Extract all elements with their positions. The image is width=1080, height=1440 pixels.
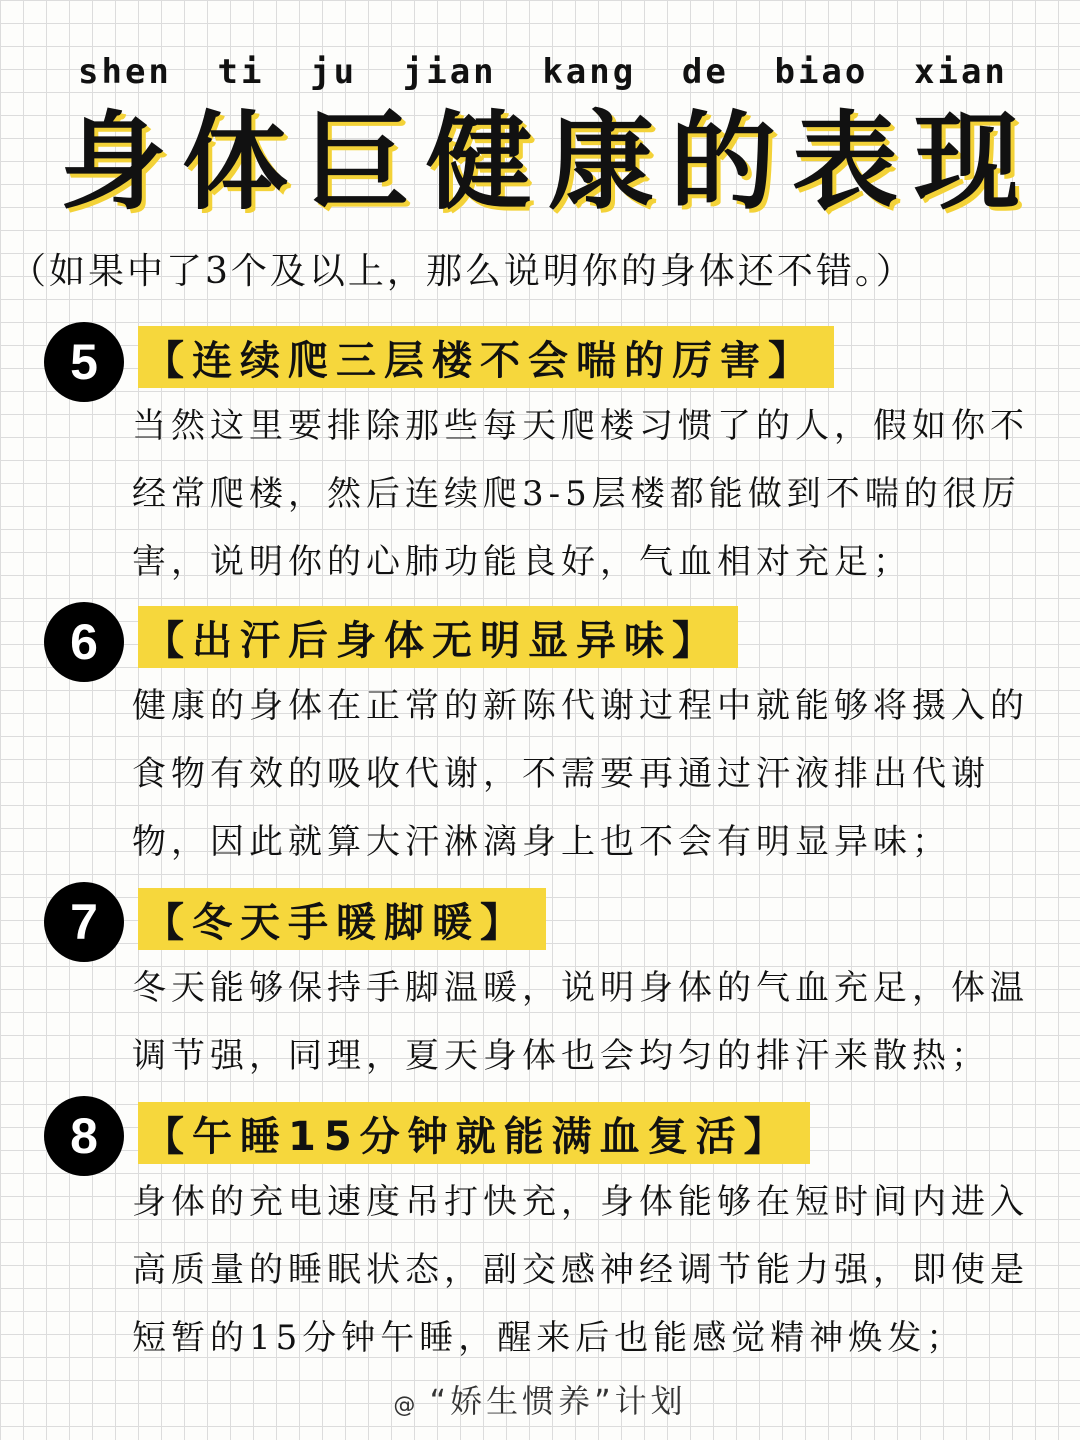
section-number-badge: 5 — [44, 322, 124, 402]
section-body: 健康的身体在正常的新陈代谢过程中就能够将摄入的食物有效的吸收代谢，不需要再通过汗液排出代谢物，因此就算大汗淋漓身上也不会有明显异味； — [132, 686, 1029, 862]
title-char: 巨 — [304, 101, 410, 224]
section-body: 当然这里要排除那些每天爬楼习惯了的人，假如你不经常爬楼，然后连续爬3-5层楼都能做到不喘的很厉害，说明你的心肺功能良好，气血相对充足； — [132, 406, 1029, 582]
subtitle: （如果中了3个及以上，那么说明你的身体还不错。） — [10, 251, 915, 292]
title-char: 健 — [426, 101, 532, 224]
pinyin-syllable: biao — [774, 52, 869, 92]
pinyin-syllable: xian — [914, 52, 1008, 92]
pinyin-syllable: ti — [217, 52, 265, 92]
title-char: 康 — [548, 101, 654, 224]
section-number-badge: 7 — [44, 882, 124, 962]
section-body: 身体的充电速度吊打快充，身体能够在短时间内进入高质量的睡眠状态，副交感神经调节能力强，即使是短暂的15分钟午睡，醒来后也能感觉精神焕发； — [132, 1182, 1029, 1358]
section-number-badge: 8 — [44, 1096, 124, 1176]
title-char: 表 — [792, 101, 898, 224]
pinyin-syllable: shen — [78, 52, 172, 92]
page-title — [60, 98, 1020, 228]
section-heading: 【午睡15分钟就能满血复活】 — [138, 1102, 810, 1164]
pinyin-syllable: ju — [310, 52, 358, 92]
section-number-badge: 6 — [44, 602, 124, 682]
pinyin-row — [78, 52, 1008, 92]
section-heading: 【出汗后身体无明显异味】 — [138, 606, 738, 668]
title-char: 身 — [60, 101, 166, 224]
section-heading: 【冬天手暖脚暖】 — [138, 888, 546, 950]
section-body: 冬天能够保持手脚温暖，说明身体的气血充足，体温调节强，同理，夏天身体也会均匀的排汗来散热； — [132, 968, 1029, 1076]
title-char: 现 — [914, 101, 1020, 224]
footer-text: “娇生惯养”计划 — [429, 1382, 687, 1420]
footer-credit — [0, 1376, 1080, 1422]
pinyin-syllable: jian — [402, 52, 497, 92]
pinyin-syllable: de — [681, 52, 729, 92]
pinyin-syllable: kang — [542, 52, 637, 92]
section-heading: 【连续爬三层楼不会喘的厉害】 — [138, 326, 834, 388]
title-char: 的 — [670, 101, 776, 224]
at-symbol: @ — [393, 1393, 416, 1418]
title-char: 体 — [182, 101, 288, 224]
